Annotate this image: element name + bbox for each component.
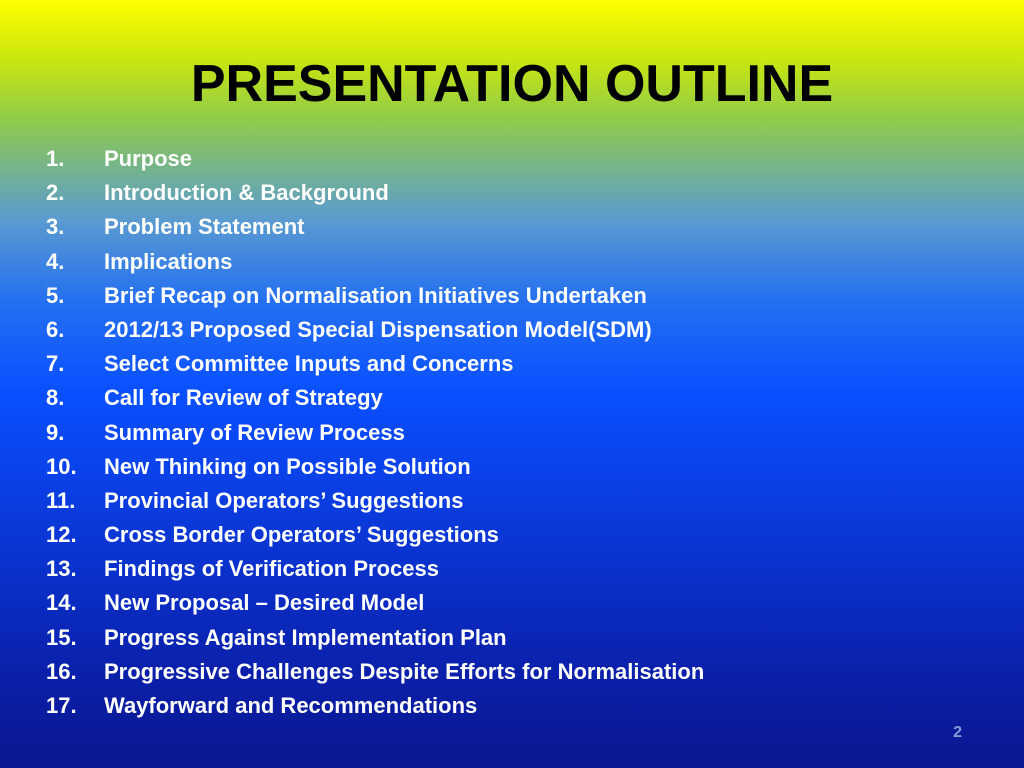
item-text: Provincial Operators’ Suggestions: [104, 487, 464, 513]
item-text: Progressive Challenges Despite Efforts for Normalisation: [104, 658, 705, 684]
item-number: 1.: [46, 146, 65, 171]
item-text: Select Committee Inputs and Concerns: [104, 351, 514, 377]
item-number: 13.: [46, 556, 77, 582]
outline-item: [46, 176, 704, 210]
item-number: 5.: [46, 282, 65, 308]
page-number: 2: [953, 724, 962, 741]
item-text: Purpose: [104, 146, 193, 171]
item-text: Progress Against Implementation Plan: [104, 624, 507, 650]
outline-item: [46, 381, 704, 415]
item-text: New Thinking on Possible Solution: [104, 453, 471, 479]
item-text: Call for Review of Strategy: [104, 385, 383, 411]
item-number: 2.: [46, 180, 65, 206]
item-number: 7.: [46, 351, 65, 377]
item-number: 11.: [46, 487, 76, 513]
item-text: Problem Statement: [104, 214, 305, 240]
item-text: Summary of Review Process: [104, 419, 405, 445]
item-text: Implications: [104, 248, 233, 274]
outline-item: [46, 621, 704, 655]
item-text: Findings of Verification Process: [104, 556, 439, 582]
item-number: 8.: [46, 385, 65, 411]
outline-item: [46, 416, 704, 450]
item-number: 4.: [46, 248, 65, 274]
outline-item: [46, 245, 704, 279]
item-number: 15.: [46, 624, 77, 650]
item-number: 12.: [46, 522, 77, 548]
outline-item: [46, 142, 704, 176]
outline-item: [46, 518, 704, 552]
item-text: 2012/13 Proposed Special Dispensation Model(SDM): [104, 316, 652, 342]
item-number: 9.: [46, 419, 65, 445]
item-text: Wayforward and Recommendations: [104, 693, 478, 718]
outline-item: [46, 347, 704, 381]
item-number: 10.: [46, 453, 77, 479]
item-number: 14.: [46, 590, 77, 616]
outline-item: [46, 552, 704, 586]
outline-item: [46, 655, 704, 689]
item-number: 17.: [46, 693, 77, 718]
item-text: Cross Border Operators’ Suggestions: [104, 522, 499, 548]
item-text: New Proposal – Desired Model: [104, 590, 425, 616]
item-number: 6.: [46, 316, 65, 342]
item-number: 3.: [46, 214, 65, 240]
item-number: 16.: [46, 658, 77, 684]
outline-item: [46, 279, 704, 313]
outline-item: [46, 689, 704, 723]
outline-item: [46, 484, 704, 518]
outline-item: [46, 450, 704, 484]
item-text: Brief Recap on Normalisation Initiatives Undertaken: [104, 282, 647, 308]
outline-item: [46, 586, 704, 620]
outline-item: [46, 210, 704, 244]
slide-title: PRESENTATION OUTLINE: [190, 55, 834, 113]
item-text: Introduction & Background: [104, 180, 389, 206]
outline-item: [46, 313, 704, 347]
outline-list: [46, 142, 704, 723]
